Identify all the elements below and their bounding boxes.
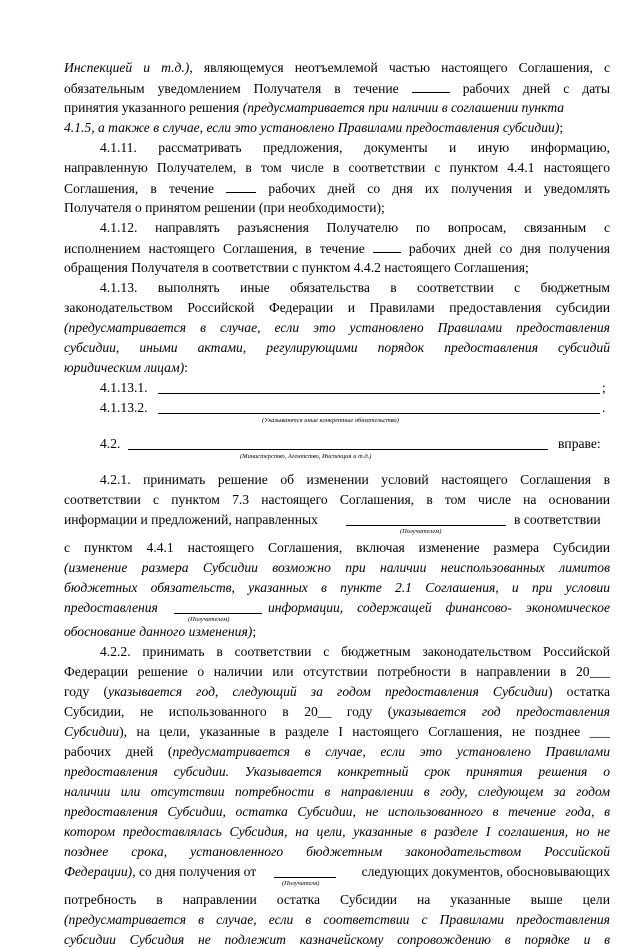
text-line: предоставления Субсидии, остатка Субсидии, не использованного в течение года, в [64,804,610,819]
text-line: соответствии с пунктом 7.3 настоящего Соглашения, в том числе на основании [64,492,610,507]
text-line: предоставления [64,600,158,615]
text-line: ; [602,380,606,395]
clause-4-1-13-2: 4.1.13.2. [100,400,148,415]
caption-recipient: (Получателем) [400,528,442,535]
text-line: Субсидии, не использованного в 20__ году (указывается год предоставления [64,704,611,719]
clause-4-2-1: 4.2.1. принимать решение об изменении условий настоящего Соглашения в [100,472,610,487]
fill-line [158,413,600,414]
text-line: субсидии Субсидия не подлежит казначейскому сопровождению в порядке и в [64,932,610,947]
text-line: направленную Получателем, в том числе в соответствии с пунктом 4.4.1 настоящего [64,160,610,175]
clause-4-1-11: 4.1.11. рассматривать предложения, документы и иную информацию, [100,140,610,155]
fill-line [274,877,336,878]
caption-other-obligations: (Указываются иные конкретные обязательства) [262,417,399,424]
text-line: Субсидии), на цели, указанные в разделе I настоящего Соглашения, не позднее ___ [64,724,610,739]
text-line: рабочих дней (предусматривается в случае, если это установлено Правилами [64,744,610,759]
clause-4-2: 4.2. [100,436,121,451]
text-line: с пунктом 4.4.1 настоящего Соглашения, включая изменение размера Субсидии [64,540,610,555]
text-line: исполнением настоящего Соглашения, в течение рабочих дней со дня получения [64,241,610,256]
text-line: обращения Получателя в соответствии с пунктом 4.4.2 настоящего Соглашения; [64,260,529,275]
text-line: юридическим лицам): [64,360,188,375]
fill-line [158,393,600,394]
blank-field [412,80,450,93]
clause-4-2-2: 4.2.2. принимать в соответствии с бюджетным законодательством Российской [100,644,610,659]
caption-recipient: (Получателя) [282,880,320,887]
text-line: вправе: [558,436,601,451]
text-line: принятия указанного решения (предусматривается при наличии в соглашении пункта [64,100,565,115]
text-line: Федерации решение о наличии или отсутствии потребности в направлении в 20___ [64,664,610,679]
text-line: субсидии, иными актами, регулирующими порядок предоставления субсидий [64,340,610,355]
fill-line [128,449,548,450]
text-line: Получателя о принятом решении (при необходимости); [64,200,385,215]
caption-recipient: (Получателем) [188,616,230,623]
text-line: (изменение размера Субсидии возможно при наличии неиспользованных лимитов [64,560,610,575]
text-line: 4.1.5, а также в случае, если это установлено Правилами предоставления субсидии); [64,120,564,135]
text-line: году (указывается год, следующий за годом предоставления Субсидии) остатка [64,684,610,699]
blank-field [226,180,256,193]
text-line: наличии или отсутствии потребности в направлении в году, следующем за годом [64,784,610,799]
fill-line [174,613,262,614]
text-line: (предусматривается в случае, если в соответствии с Правилами предоставления [64,912,610,927]
text-line: законодательством Российской Федерации и Правилами предоставления субсидии [64,300,610,315]
text-line: обязательным уведомлением Получателя в течение рабочих дней с даты [64,81,610,96]
text-line: . [602,400,606,415]
blank-field [373,240,401,253]
clause-4-1-12: 4.1.12. направлять разъяснения Получателю по вопросам, связанным с [100,220,610,235]
text-line: предоставления субсидии. Указывается конкретный срок принятия решения о [64,764,610,779]
text-line: (предусматривается в случае, если это установлено Правилами предоставления [64,320,610,335]
fill-line [346,525,506,526]
caption-ministry: (Министерство, Агентство, Инспекция и т.д.) [240,453,372,460]
text-line: Инспекцией и т.д.), являющемуся неотъемлемой частью настоящего Соглашения, с [64,60,610,75]
text-line: информации, содержащей финансово- экономическое [268,600,610,615]
text-line: в соответствии [514,512,601,527]
text-line: обоснование данного изменения); [64,624,257,639]
text-line: котором предоставлялась Субсидия, на цели, указанные в разделе I соглашения, но не [64,824,610,839]
text-line: потребность в направлении остатка Субсидии на указанные выше цели [64,892,610,907]
text-line: Соглашения, в течение рабочих дней со дня их получения и уведомлять [64,181,610,196]
text-line: позднее срока, установленного бюджетным законодательством Российской [64,844,610,859]
clause-4-1-13-1: 4.1.13.1. [100,380,148,395]
text-line: бюджетных обязательств, указанных в пункте 2.1 Соглашения, и при условии [64,580,610,595]
text-line: следующих документов, обосновывающих [361,864,610,879]
text-line: информации и предложений, направленных [64,512,318,527]
clause-4-1-13: 4.1.13. выполнять иные обязательства в соответствии с бюджетным [100,280,610,295]
text-line: Федерации), со дня получения от [64,864,257,879]
